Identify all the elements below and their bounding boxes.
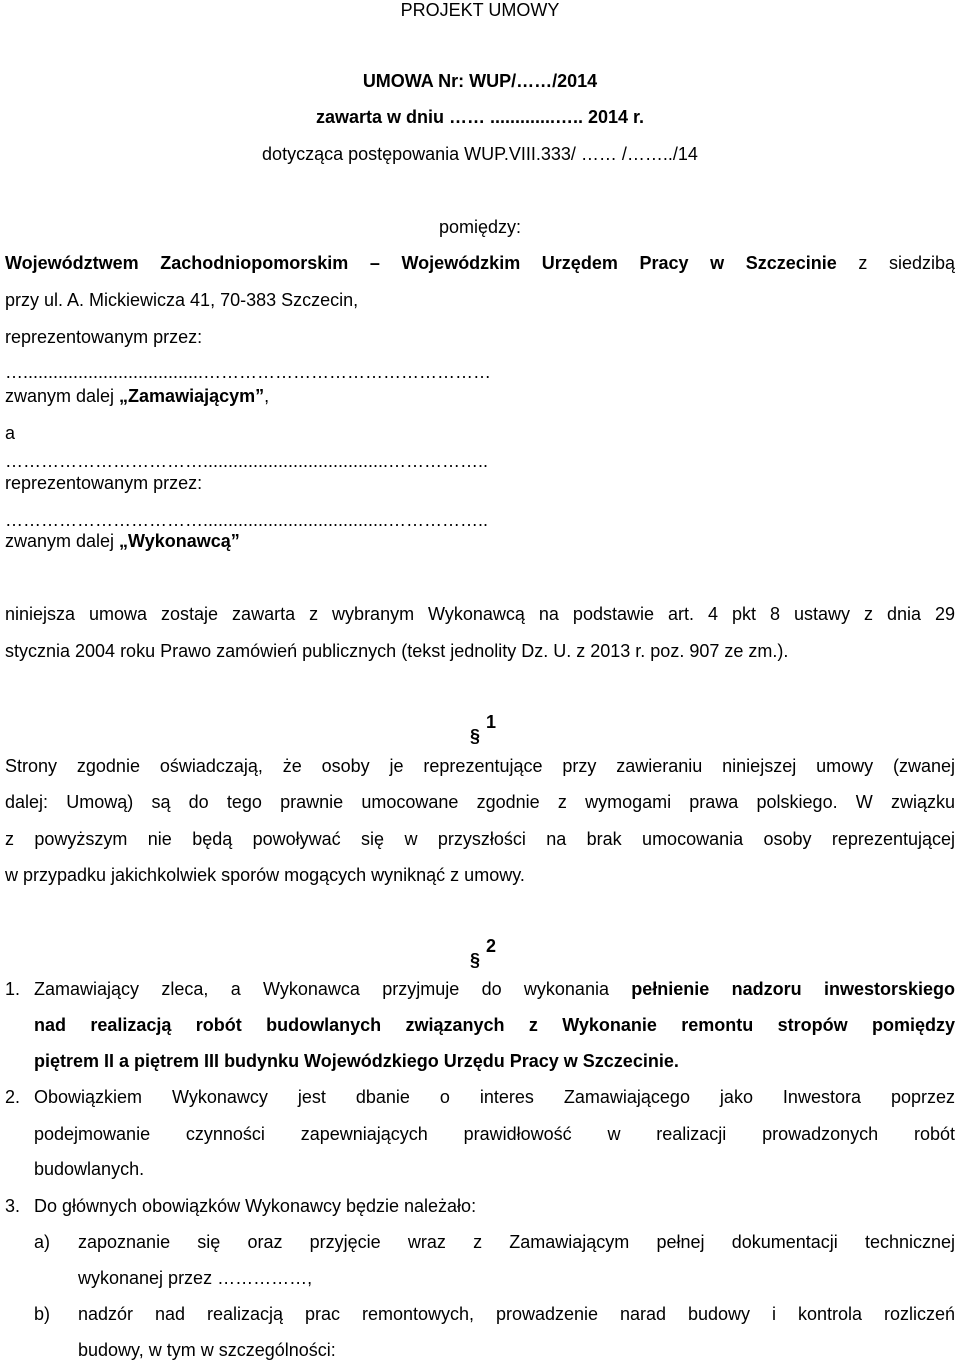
item-2-line-1: Obowiązkiem Wykonawcy jest dbanie o interes Zamawiającego jako Inwestora poprzez <box>34 1087 955 1107</box>
party1-name: Województwem Zachodniopomorskim – Wojewódzkim Urzędem Pracy w Szczecinie <box>5 253 837 273</box>
alias-zamawiajacy: „Zamawiającym” <box>119 386 265 406</box>
sub-b-line-2: budowy, w tym w szczególności: <box>78 1340 336 1360</box>
item-3-text: Do głównych obowiązków Wykonawcy będzie należało: <box>34 1196 477 1216</box>
sub-b-label: b) <box>34 1304 51 1324</box>
draft-label: PROJEKT UMOWY <box>400 0 560 20</box>
item-1-line-2: nad realizacją robót budowlanych związanych z Wykonanie remontu stropów pomiędzy <box>34 1015 955 1035</box>
section-1-line-4: w przypadku jakichkolwiek sporów mogących wyniknąć z umowy. <box>5 865 525 885</box>
blank-dots-1: …....................................………………………………………… <box>5 362 492 382</box>
section-2-heading <box>0 936 960 971</box>
section-1-number: 1 <box>486 712 497 732</box>
party1-represented-label: reprezentowanym przez: <box>5 327 203 347</box>
paragraph-sign-1: § <box>469 726 480 746</box>
party1-address: przy ul. A. Mickiewicza 41, 70-383 Szczecin, <box>5 290 359 310</box>
item-1-line-1 <box>34 979 955 1000</box>
blank-dots-2: …………………………….....................................…………….. <box>5 451 489 471</box>
item-2-number: 2. <box>5 1087 21 1107</box>
proceeding-reference-text: dotycząca postępowania WUP.VIII.333/ …… /……../14 <box>262 144 698 164</box>
party1-alias <box>5 386 269 407</box>
proceeding-reference <box>0 144 960 165</box>
alias-suffix: , <box>264 386 270 406</box>
sub-a-label: a) <box>34 1232 51 1252</box>
contract-date: zawarta w dniu …… .............….. 2014 r. <box>315 107 645 127</box>
party2-name-blank <box>5 451 955 472</box>
party2-represented-label: reprezentowanym przez: <box>5 473 203 493</box>
party1-seat: z siedzibą <box>836 253 956 273</box>
section-1-line-1: Strony zgodnie oświadczają, że osoby je reprezentujące przy zawieraniu niniejszej umowy (zwanej <box>5 756 955 776</box>
between-label: pomiędzy: <box>438 217 522 237</box>
section-1-line-2: dalej: Umową) są do tego prawnie umocowane zgodnie z wymogami prawa polskiego. W związku <box>5 792 955 812</box>
item-1-number: 1. <box>5 979 21 999</box>
item-2-line-3: budowlanych. <box>34 1159 145 1179</box>
section-2-number: 2 <box>486 936 497 956</box>
party1-representative-blank <box>5 362 955 383</box>
sub-a-line-2: wykonanej przez ……………, <box>78 1268 313 1288</box>
party2-representative-blank <box>5 510 955 531</box>
alias-prefix: zwanym dalej <box>5 386 120 406</box>
paragraph-sign-2: § <box>469 950 480 970</box>
item-1-line-3: piętrem II a piętrem III budynku Wojewódzkiego Urzędu Pracy w Szczecinie. <box>34 1051 679 1071</box>
intro-line-1: niniejsza umowa zostaje zawarta z wybranym Wykonawcą na podstawie art. 4 pkt 8 ustawy z dnia 29 <box>5 604 955 624</box>
party2-alias <box>5 531 240 552</box>
item-2-line-2: podejmowanie czynności zapewniających prawidłowość w realizacji prowadzonych robót <box>34 1124 955 1144</box>
section-1-heading <box>0 712 960 747</box>
contract-number: UMOWA Nr: WUP/……/2014 <box>362 71 598 91</box>
item-1-plain: Zamawiający zleca, a Wykonawca przyjmuje do wykonania <box>34 979 632 999</box>
item-3-number: 3. <box>5 1196 21 1216</box>
sub-b-line-1: nadzór nad realizacją prac remontowych, prowadzenie narad budowy i kontrola rozliczeń <box>78 1304 955 1324</box>
party1-line <box>5 253 955 274</box>
section-1-line-3: z powyższym nie będą powoływać się w przyszłości na brak umocowania osoby reprezentującej <box>5 829 955 849</box>
and-label: a <box>5 423 16 443</box>
intro-line-2: stycznia 2004 roku Prawo zamówień publicznych (tekst jednolity Dz. U. z 2013 r. poz. 907 ze zm.). <box>5 641 789 661</box>
alias-prefix-2: zwanym dalej <box>5 531 120 551</box>
sub-a-line-1: zapoznanie się oraz przyjęcie wraz z Zamawiającym pełnej dokumentacji technicznej <box>78 1232 955 1252</box>
alias-wykonawca: „Wykonawcą” <box>119 531 240 551</box>
blank-dots-3: …………………………….....................................…………….. <box>5 510 489 530</box>
item-1-bold: pełnienie nadzoru inwestorskiego <box>631 979 955 999</box>
